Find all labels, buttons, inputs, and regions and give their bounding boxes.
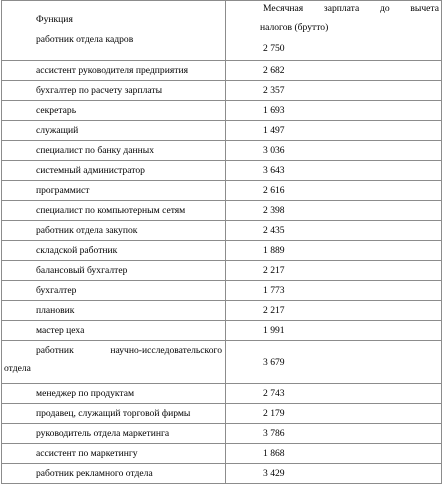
- table-row: [2, 221, 442, 241]
- table-row: [2, 384, 442, 404]
- salary-cell: 2 682: [226, 61, 442, 81]
- salary-cell: 1 868: [226, 444, 442, 464]
- function-line2: отдела: [4, 363, 31, 374]
- salary-cell: 1 889: [226, 241, 442, 261]
- salary-header-cell: [226, 1, 442, 61]
- function-cell: программист: [2, 181, 226, 201]
- salary-header-word: вычета: [410, 3, 439, 14]
- function-cell: мастер цеха: [2, 321, 226, 341]
- salary-cell: 2 435: [226, 221, 442, 241]
- function-cell: продавец, служащий торговой фирмы: [2, 404, 226, 424]
- salary-table: [1, 0, 442, 484]
- table-row: [2, 424, 442, 444]
- salary-cell: 1 497: [226, 121, 442, 141]
- function-cell: специалист по банку данных: [2, 141, 226, 161]
- table-row: [2, 181, 442, 201]
- salary-cell: 3 429: [226, 464, 442, 484]
- salary-header-word: до: [379, 3, 390, 14]
- salary-cell: 1 693: [226, 101, 442, 121]
- function-word: работник: [36, 345, 74, 356]
- table-row: [2, 81, 442, 101]
- function-cell: специалист по компьютерным сетям: [2, 201, 226, 221]
- function-line1: [36, 345, 222, 356]
- function-cell: складской работник: [2, 241, 226, 261]
- salary-cell: 3 643: [226, 161, 442, 181]
- table-row: [2, 321, 442, 341]
- salary-cell: 1 773: [226, 281, 442, 301]
- function-cell: балансовый бухгалтер: [2, 261, 226, 281]
- salary-header-word: зарплата: [323, 3, 360, 14]
- table-row: [2, 241, 442, 261]
- table-header-row: [2, 1, 442, 61]
- salary-header-line2: налогов (брутто): [260, 22, 329, 33]
- salary-cell: 2 217: [226, 261, 442, 281]
- function-word: научно-исследовательского: [110, 345, 222, 356]
- salary-cell: 2 398: [226, 201, 442, 221]
- table-row: [2, 301, 442, 321]
- salary-header-word: Месячная: [263, 3, 304, 14]
- function-cell: работник отдела закупок: [2, 221, 226, 241]
- salary-cell: 2 616: [226, 181, 442, 201]
- function-cell: [2, 341, 226, 384]
- function-cell: бухгалтер: [2, 281, 226, 301]
- salary-cell: 2 357: [226, 81, 442, 101]
- function-cell: служащий: [2, 121, 226, 141]
- salary-cell: 3 036: [226, 141, 442, 161]
- salary-cell: 2 217: [226, 301, 442, 321]
- table-row: [2, 464, 442, 484]
- salary-cell: 1 991: [226, 321, 442, 341]
- function-cell: плановик: [2, 301, 226, 321]
- function-cell: ассистент по маркетингу: [2, 444, 226, 464]
- function-cell: работник рекламного отдела: [2, 464, 226, 484]
- function-cell: руководитель отдела маркетинга: [2, 424, 226, 444]
- function-cell: менеджер по продуктам: [2, 384, 226, 404]
- table-row: [2, 341, 442, 384]
- function-cell: ассистент руководителя предприятия: [2, 61, 226, 81]
- salary-cell: 3 786: [226, 424, 442, 444]
- table-row: [2, 261, 442, 281]
- table-row: [2, 444, 442, 464]
- table-row: [2, 101, 442, 121]
- first-salary-cell: 2 750: [263, 43, 285, 54]
- table-row: [2, 61, 442, 81]
- table-row: [2, 201, 442, 221]
- table-row: [2, 161, 442, 181]
- function-header-label: Функция: [36, 14, 73, 25]
- function-header-cell: [2, 1, 226, 61]
- function-cell: бухгалтер по расчету зарплаты: [2, 81, 226, 101]
- salary-cell: 2 179: [226, 404, 442, 424]
- table-row: [2, 404, 442, 424]
- table-row: [2, 141, 442, 161]
- salary-cell: 2 743: [226, 384, 442, 404]
- function-cell: секретарь: [2, 101, 226, 121]
- salary-cell: 3 679: [226, 341, 442, 384]
- table-row: [2, 121, 442, 141]
- function-cell: системный администратор: [2, 161, 226, 181]
- first-function-cell: работник отдела кадров: [36, 34, 134, 45]
- salary-header-line1: [263, 3, 439, 14]
- table-row: [2, 281, 442, 301]
